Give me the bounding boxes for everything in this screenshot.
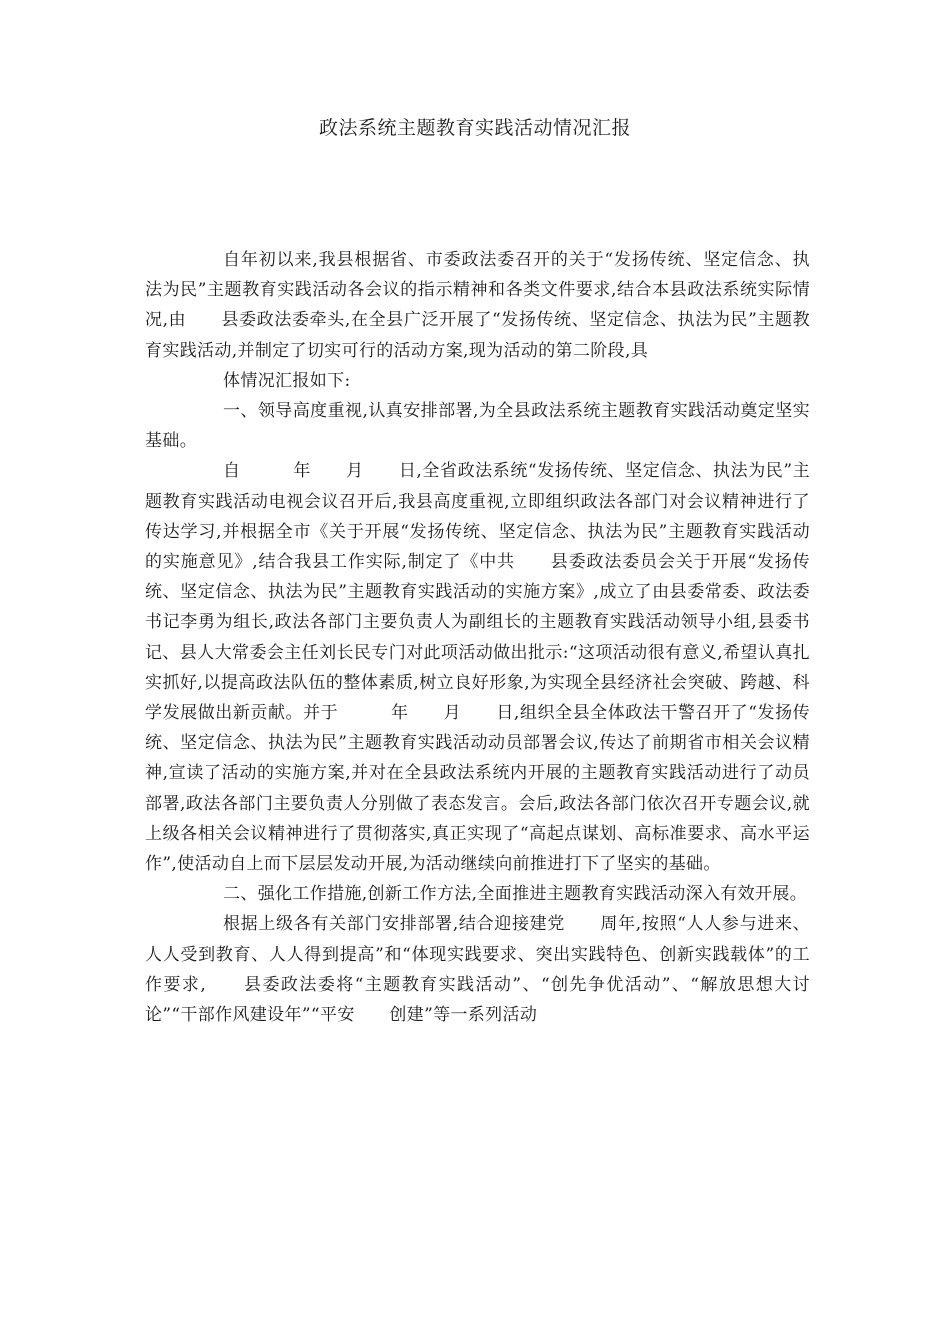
section-heading-2: 二、强化工作措施,创新工作方法,全面推进主题教育实践活动深入有效开展。 [223,884,808,905]
document-body [145,245,810,1030]
paragraph-intro: 自年初以来,我县根据省、市委政法委召开的关于“发扬传统、坚定信念、执法为民”主题教育实践活动各会议的指示精神和各类文件要求,结合本县政法系统实际情况,由 县委政法委牵头,在全县广泛开展了“发扬传统、坚定信念、执法为民”主题教育实践活动,并制定了切实可行的活动方案,现为活动的第二阶段,具 [145,250,810,361]
document-title: 政法系统主题教育实践活动情况汇报 [318,117,631,139]
paragraph-section-1: 自 年 月 日,全省政法系统“发扬传统、坚定信念、执法为民”主题教育实践活动电视会议召开后,我县高度重视,立即组织政法各部门对会议精神进行了传达学习,并根据全市《关于开展“发扬传统、坚定信念、执法为民”主题教育实践活动的实施意见》,结合我县工作实际,制定了《中共 县委政法委员会关于开展“发扬传统、坚定信念、执法为民”主题教育实践活动的实施方案》,成立了由县委常委、政法委书记李勇为组长,政法各部门主要负责人为副组长的主题教育实践活动领导小组,县委书记、县人大常委会主任刘长民专门对此项活动做出批示:“这项活动很有意义,希望认真扎实抓好,以提高政法队伍的整体素质,树立良好形象,为实现全县经济社会突破、跨越、科学发展做出新贡献。并于 年 月 日,组织全县全体政法干警召开了“发扬传统、坚定信念、执法为民”主题教育实践活动动员部署会议,传达了前期省市相关会议精神,宣读了活动的实施方案,并对在全县政法系统内开展的主题教育实践活动进行了动员部署,政法各部门主要负责人分别做了表态发言。会后,政法各部门依次召开专题会议,就上级各相关会议精神进行了贯彻落实,真正实现了“高起点谋划、高标准要求、高水平运作”,使活动自上而下层层发动开展,为活动继续向前推进打下了坚实的基础。 [145,461,810,875]
section-heading-1: 一、领导高度重视,认真安排部署,为全县政法系统主题教育实践活动奠定坚实基础。 [145,401,810,452]
paragraph-intro-continued: 体情况汇报如下: [223,370,351,391]
paragraph-section-2: 根据上级各有关部门安排部署,结合迎接建党 周年,按照“人人参与进来、人人受到教育、人人得到提高”和“体现实践要求、突出实践特色、创新实践载体”的工作要求, 县委政法委将“主题教育实践活动”、“创先争优活动”、“解放思想大讨论”“干部作风建设年”“平安 创建”等一系列活动 [145,914,810,1026]
